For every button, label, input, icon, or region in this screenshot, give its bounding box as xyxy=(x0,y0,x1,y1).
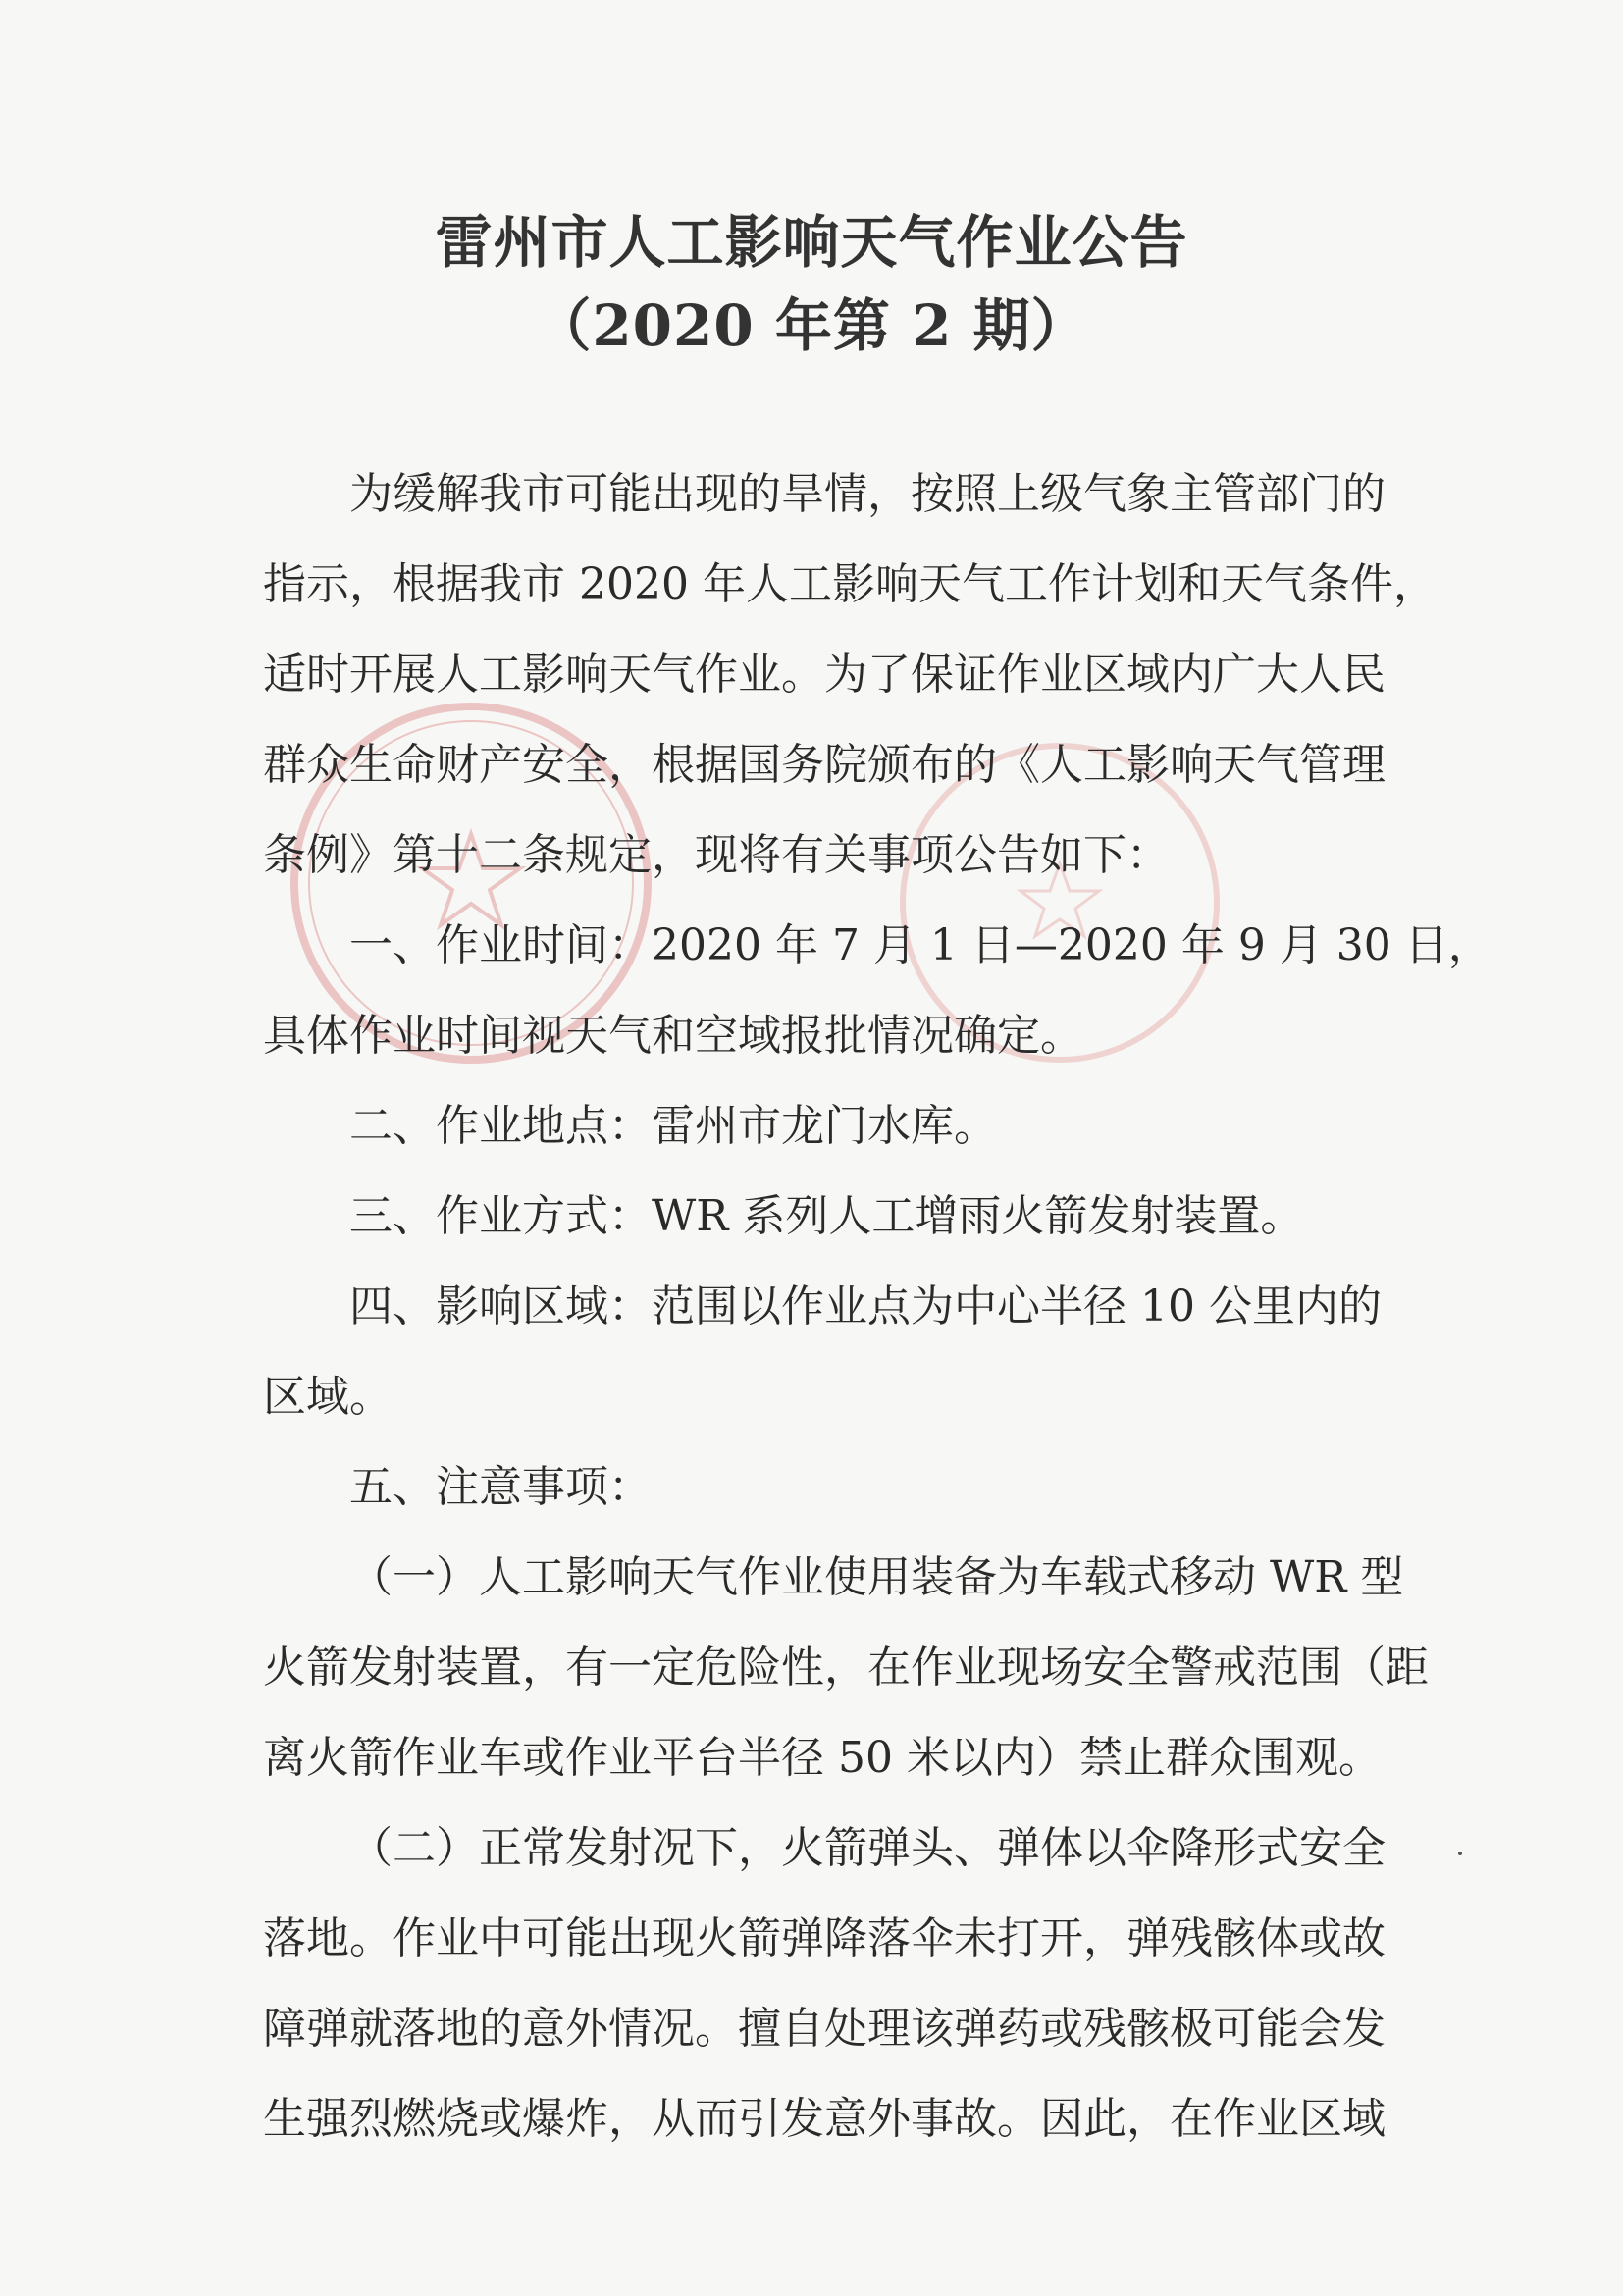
section-notes: 五、注意事项： xyxy=(349,1462,652,1512)
body-line: 落地。作业中可能出现火箭弹降落伞未打开，弹残骸体或故 xyxy=(263,1913,1386,1963)
document-title: 雷州市人工影响天气作业公告 xyxy=(435,209,1188,276)
scan-speck xyxy=(1458,1852,1462,1855)
body-line: 火箭发射装置，有一定危险性，在作业现场安全警戒范围（距 xyxy=(263,1643,1429,1693)
body-line: 生强烈燃烧或爆炸，从而引发意外事故。因此，在作业区域 xyxy=(263,2094,1386,2144)
body-line: 为缓解我市可能出现的旱情，按照上级气象主管部门的 xyxy=(349,469,1386,519)
section-method: 三、作业方式：WR 系列人工增雨火箭发射装置。 xyxy=(349,1191,1304,1241)
body-line: 区域。 xyxy=(263,1372,393,1422)
body-line: 障弹就落地的意外情况。擅自处理该弹药或残骸极可能会发 xyxy=(263,2004,1386,2054)
body-line: 适时开展人工影响天气作业。为了保证作业区域内广大人民 xyxy=(263,650,1386,700)
note-item-1: （一）人工影响天气作业使用装备为车载式移动 WR 型 xyxy=(349,1552,1404,1602)
document-issue-number: （2020 年第 2 期） xyxy=(534,292,1089,359)
body-line: 群众生命财产安全，根据国务院颁布的《人工影响天气管理 xyxy=(263,740,1386,790)
section-location: 二、作业地点：雷州市龙门水库。 xyxy=(349,1101,997,1151)
body-line: 离火箭作业车或作业平台半径 50 米以内）禁止群众围观。 xyxy=(263,1733,1382,1783)
section-time: 一、作业时间：2020 年 7 月 1 日—2020 年 9 月 30 日， xyxy=(349,920,1492,970)
body-line: 指示，根据我市 2020 年人工影响天气工作计划和天气条件， xyxy=(263,559,1437,609)
body-line: 具体作业时间视天气和空域报批情况确定。 xyxy=(263,1011,1083,1061)
body-line: 条例》第十二条规定，现将有关事项公告如下： xyxy=(263,830,1170,880)
section-area: 四、影响区域：范围以作业点为中心半径 10 公里内的 xyxy=(349,1281,1382,1331)
note-item-2: （二）正常发射况下，火箭弹头、弹体以伞降形式安全 xyxy=(349,1823,1386,1873)
document-body xyxy=(263,449,1492,2165)
